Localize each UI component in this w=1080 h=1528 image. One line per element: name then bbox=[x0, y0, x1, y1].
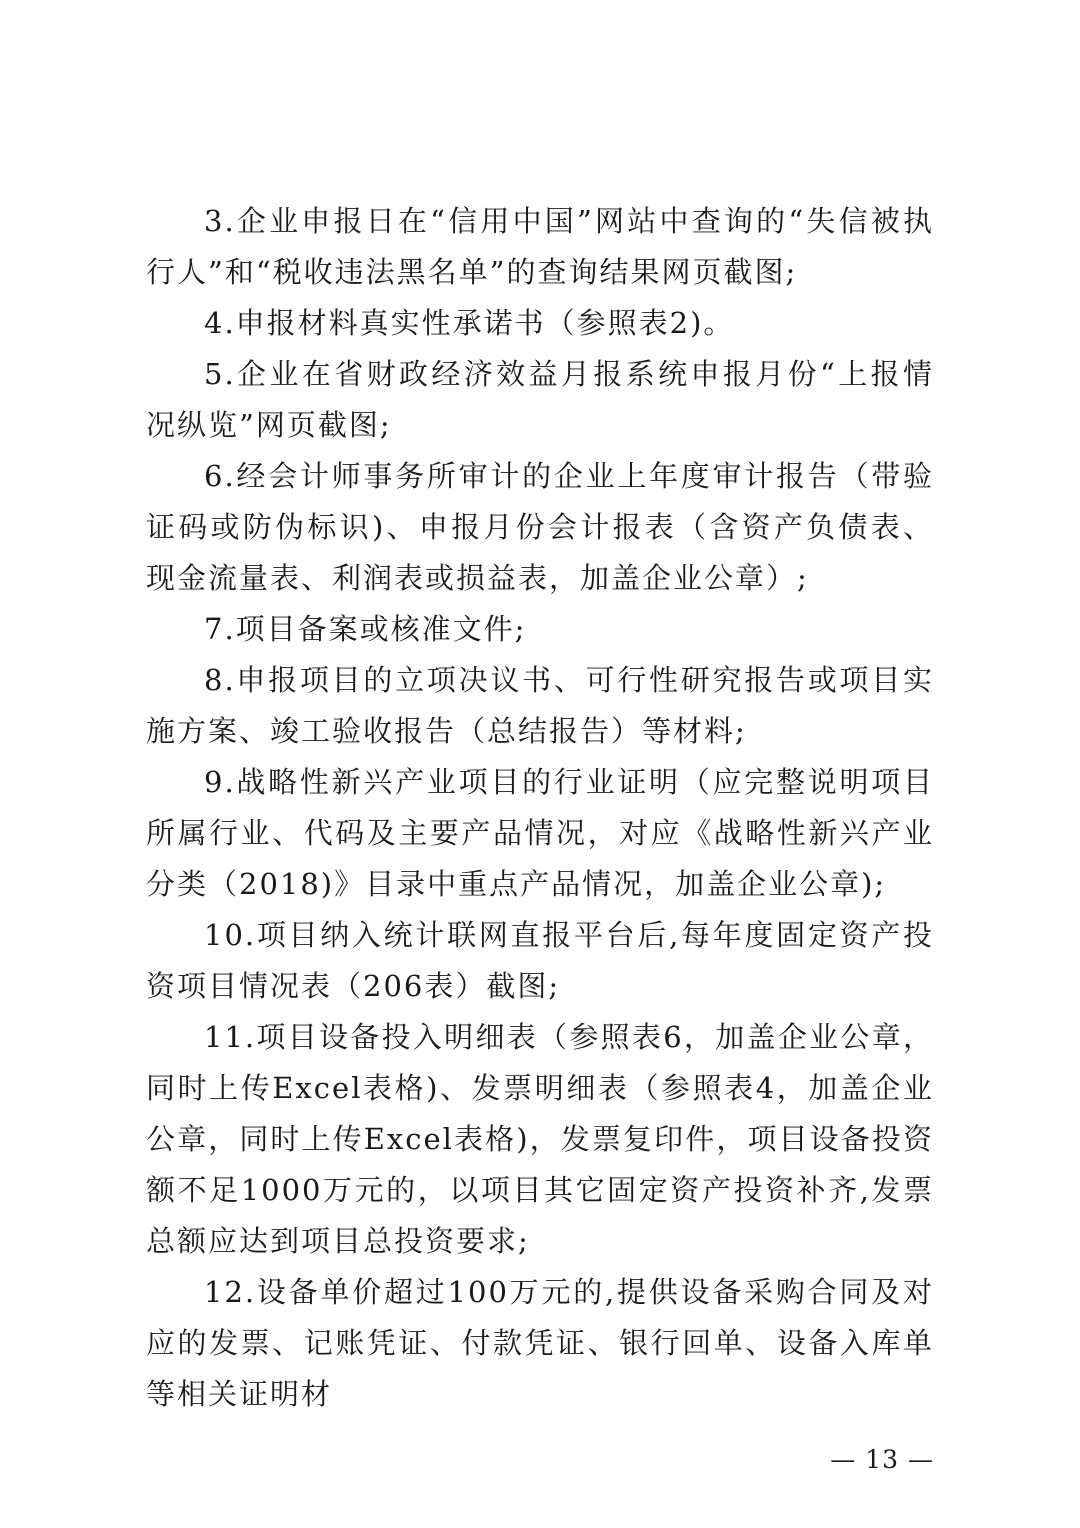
list-item-8: 8.申报项目的立项决议书、可行性研究报告或项目实施方案、竣工验收报告（总结报告）等材料; bbox=[146, 663, 934, 748]
list-item-10: 10.项目纳入统计联网直报平台后,每年度固定资产投资项目情况表（206表）截图; bbox=[146, 918, 934, 1003]
list-item-6: 6.经会计师事务所审计的企业上年度审计报告（带验证码或防伪标识)、申报月份会计报表（含资产负债表、现金流量表、利润表或损益表，加盖企业公章）; bbox=[146, 459, 934, 595]
list-item-9: 9.战略性新兴产业项目的行业证明（应完整说明项目所属行业、代码及主要产品情况，对应《战略性新兴产业分类（2018)》目录中重点产品情况，加盖企业公章); bbox=[146, 765, 934, 901]
list-item-4: 4.申报材料真实性承诺书（参照表2)。 bbox=[204, 306, 735, 340]
list-item-11: 11.项目设备投入明细表（参照表6，加盖企业公章，同时上传Excel表格)、发票明细表（参照表4，加盖企业公章，同时上传Excel表格)，发票复印件，项目设备投资额不足1000万元的，以项目其它固定资产投资补齐,发票总额应达到项目总投资要求; bbox=[146, 1020, 934, 1258]
list-item-12: 12.设备单价超过100万元的,提供设备采购合同及对应的发票、记账凭证、付款凭证、银行回单、设备入库单等相关证明材 bbox=[146, 1275, 934, 1411]
list-item-5: 5.企业在省财政经济效益月报系统申报月份“上报情况纵览”网页截图; bbox=[146, 357, 934, 442]
list-item-7: 7.项目备案或核准文件; bbox=[204, 612, 527, 646]
document-body bbox=[146, 196, 934, 1420]
page-number: — 13 — bbox=[830, 1445, 934, 1474]
list-item-3: 3.企业申报日在“信用中国”网站中查询的“失信被执行人”和“税收违法黑名单”的查询结果网页截图; bbox=[146, 204, 934, 289]
